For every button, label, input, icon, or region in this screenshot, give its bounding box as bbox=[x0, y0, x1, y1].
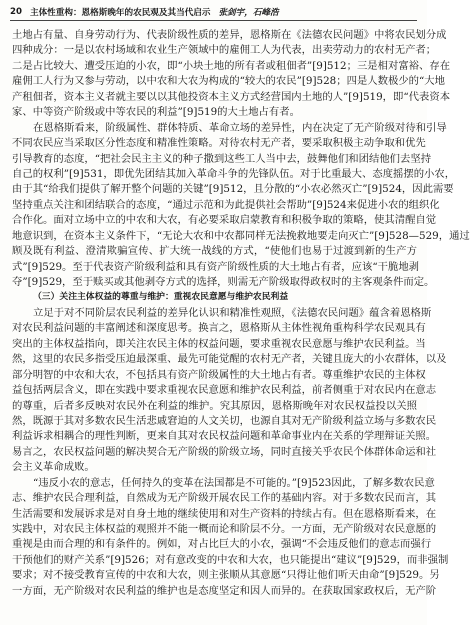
text-line: 地意识到，在资本主义条件下，“无论大农和中农都同样无法挽救地要走向灭亡”[9]528—529，通过 bbox=[12, 229, 470, 242]
section-subheading: （三）关注主体权益的尊重与维护：重视农民意愿与维护农民利益 bbox=[33, 292, 289, 303]
text-line: 土地占有量、自身劳动行为、代表阶级性质的差异，恩格斯在《法德农民问题》中将农民划分成 bbox=[12, 29, 447, 41]
text-line: 对农民利益问题的丰富阐述和深度思考。换言之，恩格斯从主体性视角重构科学农民观具有 bbox=[12, 322, 426, 335]
text-line: 四种成分：一是以农村场域和农业生产领域中的雇佣工人为代表，出卖劳动力的农村无产者； bbox=[12, 44, 437, 57]
text-line: 式”[9]529。至于代表资产阶级利益和具有资产阶级性质的大土地占有者，应该“干脆地剥 bbox=[12, 260, 420, 273]
text-line: 生活需要和发展诉求是对自身土地的继续使用和对生产资料的持续占有。但在恩格斯看来，在 bbox=[12, 507, 437, 520]
paragraph-start-line: 在恩格斯看来，阶级属性、群体特质、革命立场的差异性，内在决定了无产阶级对待和引导 bbox=[33, 121, 447, 134]
text-line: 坚持重点关注和团结联合的态度，“通过示范和为此提供社会帮助”[9]524来促进小农的组织化 bbox=[12, 198, 440, 211]
article-body bbox=[12, 28, 470, 621]
paragraph-start-line: 立足于对不同阶层农民利益的差异化认识和精准性观照，《法德农民问题》蕴含着恩格斯 bbox=[33, 306, 432, 319]
text-line: 志、维护农民合理利益，自然成为无产阶级开展农民工作的基础内容。对于多数农民而言，其 bbox=[12, 492, 437, 505]
text-line: 一方面，无产阶级对农民利益的维护也是态度坚定和因人而异的。在获取国家政权后，无产阶 bbox=[12, 584, 437, 597]
text-line: 不同农民应当采取区分性态度和精准性策略。对待农村无产者，要采取积极主动争取和优先 bbox=[12, 137, 426, 150]
text-line: 的尊重，后者多反映对农民外在利益的维护。究其原因，恩格斯晚年对农民权益投以关照 bbox=[12, 399, 417, 412]
text-line: 产租佃者，资本主义者就主要以以其他投资本主义方式经营国内土地的人”[9]519，即“代表资本 bbox=[12, 90, 451, 103]
text-line: 自己的权利”[9]531，即优先团结其加入革命斗争的先锋队伍。对于比重最大、态度摇摆的小农， bbox=[12, 167, 456, 180]
text-line: 二是占比较大、遭受压迫的小农，即“小块土地的所有者或租佃者”[9]512；三是相对富裕、存在 bbox=[12, 59, 451, 72]
text-line: 然，这里的农民多指受压迫最深重、最先可能觉醒的农村无产者，关键且庞大的小农群体，以及 bbox=[12, 353, 447, 366]
text-line: 部分明智的中农和大农，不包括具有资产阶级属性的大土地占有者。尊重维护农民的主体权 bbox=[12, 368, 426, 381]
text-line: 突出的主体权益指向，即关注农民主体的权益问题，要求重视农民意愿与维护农民利益。当 bbox=[12, 337, 426, 350]
text-line: 由于其“给我们提供了解开整个问题的关键”[9]512，且分散的“小农必然灭亡”[9]524，因此需要 bbox=[12, 183, 454, 196]
text-line: 干预他们的财产关系”[9]526；对有意改变的中农和大农，也只能提出“建议”[9]529，而非强制 bbox=[12, 553, 449, 566]
page-number: 20 bbox=[10, 6, 22, 17]
text-line: 益包括两层含义，即在实践中要求重视农民意愿和维护农民利益，前者侧重于对农民内在意志 bbox=[12, 384, 437, 397]
text-line: 家、中等资产阶级或中等农民的利益”[9]519的大土地占有者。 bbox=[12, 106, 300, 119]
text-line: 雇佣工人行为又参与劳动，以中农和大农为构成的“较大的农民”[9]528；四是人数极少的“大地 bbox=[12, 75, 445, 88]
text-line: 合作化。面对立场中立的中农和大农，有必要采取启蒙教育和积极争取的策略，使其清醒自觉 bbox=[12, 214, 437, 227]
article-authors: 张剑宇，石峰浩 bbox=[218, 7, 279, 18]
text-line: 会主义革命成败。 bbox=[12, 461, 95, 474]
text-line: 顾及既有利益、澄清欺骗宣传、扩大统一战线的方式，“使他们也易于过渡到新的生产方 bbox=[12, 245, 417, 258]
running-header bbox=[10, 3, 417, 21]
paragraph-start-line: “违反小农的意志，任何持久的变革在法国都是不可能的。”[9]523因此，了解多数农民意 bbox=[33, 476, 435, 489]
text-line: 实践中，对农民主体权益的观照并不能一概而论和阶层不分。一方面，无产阶级对农民意愿的 bbox=[12, 523, 437, 535]
text-line: 夺”[9]529，至于赎买或其他剥夺方式的选择，则需无产阶级取得政权时的主客观条件而定。 bbox=[12, 276, 435, 288]
text-line: 然，既源于其对多数农民生活悲戚窘迫的人文关切，也源自其对无产阶级利益立场与多数农民 bbox=[12, 414, 437, 427]
text-line: 要求；对不接受教育宣传的中农和大农，则主张顺从其意愿“只得让他们听天由命”[9]529。另 bbox=[12, 569, 440, 582]
text-line: 易言之，农民权益问题的解决契合无产阶级的阶级立场，同时直接关乎农民个体群体命运和社 bbox=[12, 445, 437, 458]
text-line: 重视是由而合理的和有条件的。例如，对占比巨大的小农，强调“不会违反他们的意志而强行 bbox=[12, 538, 432, 551]
journal-title: 主体性重构：恩格斯晚年的农民观及其当代启示 bbox=[29, 7, 211, 18]
text-line: 利益诉求相耦合的理性判断，更来自其对农民权益问题和革命事业内在关系的学理辩证关照。 bbox=[12, 430, 437, 443]
text-line: 引导教育的态度，“把社会民主主义的种子撒到这些工人当中去，鼓舞他们和团结他们去坚持 bbox=[12, 152, 432, 165]
